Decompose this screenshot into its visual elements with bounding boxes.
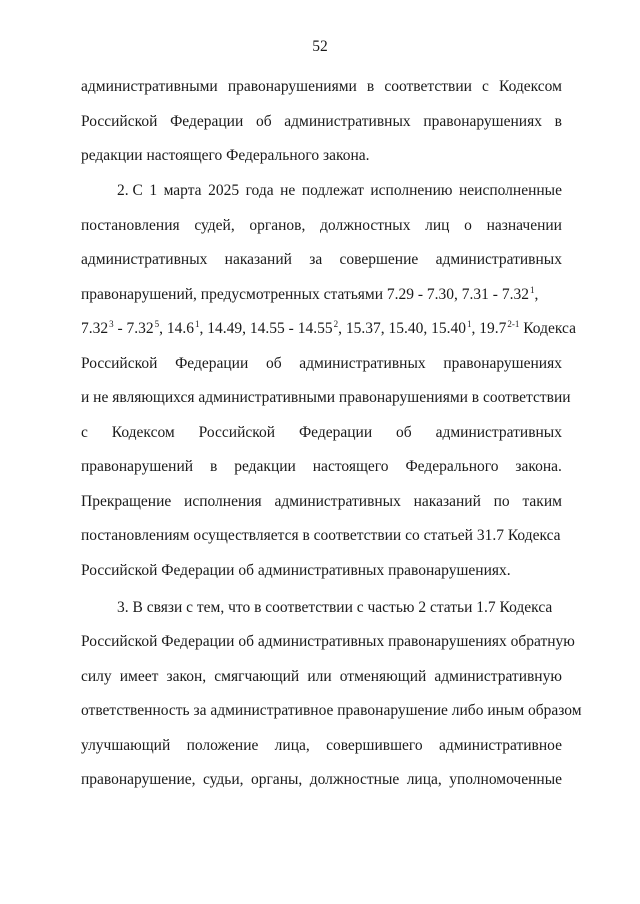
word: 2. С bbox=[117, 182, 143, 199]
para2-line4-text: правонарушений, предусмотренных статьями 7.29 - 7.30, 7.31 - 7.32 bbox=[81, 286, 529, 303]
word: лиц bbox=[425, 217, 450, 234]
para2-line3 bbox=[81, 250, 562, 270]
word: правонарушение, bbox=[81, 771, 196, 788]
word: правонарушениями bbox=[227, 78, 357, 95]
word: правонарушениях bbox=[423, 113, 542, 130]
para2-line9 bbox=[81, 457, 562, 477]
word: настоящего bbox=[312, 458, 389, 475]
word: административных bbox=[435, 424, 562, 441]
word: в bbox=[554, 113, 562, 130]
word: исполнению bbox=[370, 182, 453, 199]
word: административных bbox=[435, 251, 562, 268]
superscript: 5 bbox=[154, 319, 160, 329]
word: Российской bbox=[81, 113, 158, 130]
word: лица, bbox=[406, 771, 442, 788]
word: Российской bbox=[81, 355, 158, 372]
text-run: , 14.6 bbox=[159, 320, 195, 337]
word: должностных bbox=[320, 217, 411, 234]
para2-line10 bbox=[81, 492, 562, 512]
word: административное bbox=[438, 737, 562, 754]
word: года bbox=[245, 182, 274, 199]
text-run: , 19.7 bbox=[471, 320, 507, 337]
text-run: - 7.32 bbox=[113, 320, 154, 337]
word: наказаний bbox=[224, 251, 292, 268]
word: об bbox=[255, 113, 272, 130]
para2-line6 bbox=[81, 354, 562, 374]
word: административными bbox=[81, 78, 218, 95]
word: о bbox=[464, 217, 472, 234]
word: Прекращение bbox=[81, 493, 172, 510]
word: 2025 bbox=[208, 182, 240, 199]
para2-line4-comma: , bbox=[534, 286, 539, 303]
para1-line3: редакции настоящего Федерального закона. bbox=[81, 147, 370, 164]
word: об bbox=[265, 355, 282, 372]
superscript: 2 bbox=[333, 319, 339, 329]
word: соответствии bbox=[384, 78, 472, 95]
word: лица, bbox=[274, 737, 310, 754]
word: административных bbox=[274, 493, 401, 510]
word: с bbox=[482, 78, 489, 95]
word: Федерального bbox=[405, 458, 499, 475]
para3-line6 bbox=[81, 770, 562, 790]
word: Кодексом bbox=[111, 424, 175, 441]
word: наказаний bbox=[413, 493, 481, 510]
word: административных bbox=[299, 355, 426, 372]
para3-line5 bbox=[81, 736, 562, 756]
word: 1 bbox=[149, 182, 158, 199]
word: за bbox=[309, 251, 323, 268]
para2-line1 bbox=[117, 181, 562, 201]
word: уполномоченные bbox=[449, 771, 562, 788]
word: административных bbox=[284, 113, 411, 130]
word: таким bbox=[522, 493, 562, 510]
word: Кодексом bbox=[499, 78, 562, 95]
word: в bbox=[209, 458, 218, 475]
word: административных bbox=[81, 251, 208, 268]
superscript: 1 bbox=[195, 319, 200, 329]
para2-line12: Российской Федерации об административных правонарушениях. bbox=[81, 562, 511, 579]
word: должностные bbox=[309, 771, 400, 788]
word: Федерации bbox=[170, 113, 244, 130]
word: неисполненные bbox=[458, 182, 562, 199]
superscript: 2-1 bbox=[507, 319, 520, 329]
page-number: 52 bbox=[312, 38, 328, 55]
word: отменяющий bbox=[339, 668, 427, 685]
word: закон, bbox=[166, 668, 207, 685]
word: улучшающий bbox=[81, 737, 171, 754]
para2-line8 bbox=[81, 423, 562, 443]
word: назначении bbox=[486, 217, 562, 234]
para1-line2 bbox=[81, 112, 562, 132]
para3-line1: 3. В связи с тем, что в соответствии с частью 2 статьи 1.7 Кодекса bbox=[117, 599, 553, 616]
text-run: 7.32 bbox=[81, 320, 109, 337]
word: совершившего bbox=[326, 737, 423, 754]
word: по bbox=[493, 493, 510, 510]
para3-line2: Российской Федерации об административных правонарушениях обратную bbox=[81, 633, 575, 650]
word: в bbox=[366, 78, 375, 95]
word: правонарушений bbox=[81, 458, 194, 475]
word: исполнения bbox=[184, 493, 262, 510]
word: об bbox=[396, 424, 412, 441]
word: органов, bbox=[249, 217, 306, 234]
word: или bbox=[307, 668, 332, 685]
text-run: , 14.49, 14.55 - 14.55 bbox=[199, 320, 333, 337]
word: положение bbox=[186, 737, 259, 754]
word: Федерации bbox=[298, 424, 373, 441]
para3-line4: ответственность за административное правонарушение либо иным образом bbox=[81, 702, 582, 719]
para2-line7: и не являющихся административными правонарушениями в соответствии bbox=[81, 389, 571, 406]
word: административную bbox=[434, 668, 562, 685]
word: Федерации bbox=[175, 355, 249, 372]
word: подлежат bbox=[301, 182, 364, 199]
para1-line1 bbox=[81, 77, 562, 97]
para3-line3 bbox=[81, 667, 562, 687]
word: не bbox=[280, 182, 296, 199]
word: постановления bbox=[81, 217, 180, 234]
word: марта bbox=[163, 182, 202, 199]
word: с bbox=[81, 424, 88, 441]
word: правонарушениях bbox=[443, 355, 562, 372]
word: судьи, bbox=[202, 771, 244, 788]
superscript: 1 bbox=[529, 285, 535, 295]
para2-line2 bbox=[81, 216, 562, 236]
word: смягчающий bbox=[214, 668, 300, 685]
para2-line4 bbox=[81, 285, 562, 306]
superscript: 1 bbox=[466, 319, 472, 329]
text-run: Кодекса bbox=[519, 320, 576, 337]
word: органы, bbox=[250, 771, 303, 788]
superscript: 3 bbox=[109, 319, 114, 329]
text-run: , 15.37, 15.40, 15.40 bbox=[338, 320, 466, 337]
word: редакции bbox=[234, 458, 296, 475]
word: силу bbox=[81, 668, 112, 685]
para2-line11: постановлениям осуществляется в соответствии со статьей 31.7 Кодекса bbox=[81, 527, 561, 544]
word: судей, bbox=[194, 217, 235, 234]
word: совершение bbox=[339, 251, 419, 268]
word: закона. bbox=[515, 458, 562, 475]
word: имеет bbox=[119, 668, 159, 685]
para2-line5 bbox=[81, 319, 576, 340]
word: Российской bbox=[198, 424, 276, 441]
